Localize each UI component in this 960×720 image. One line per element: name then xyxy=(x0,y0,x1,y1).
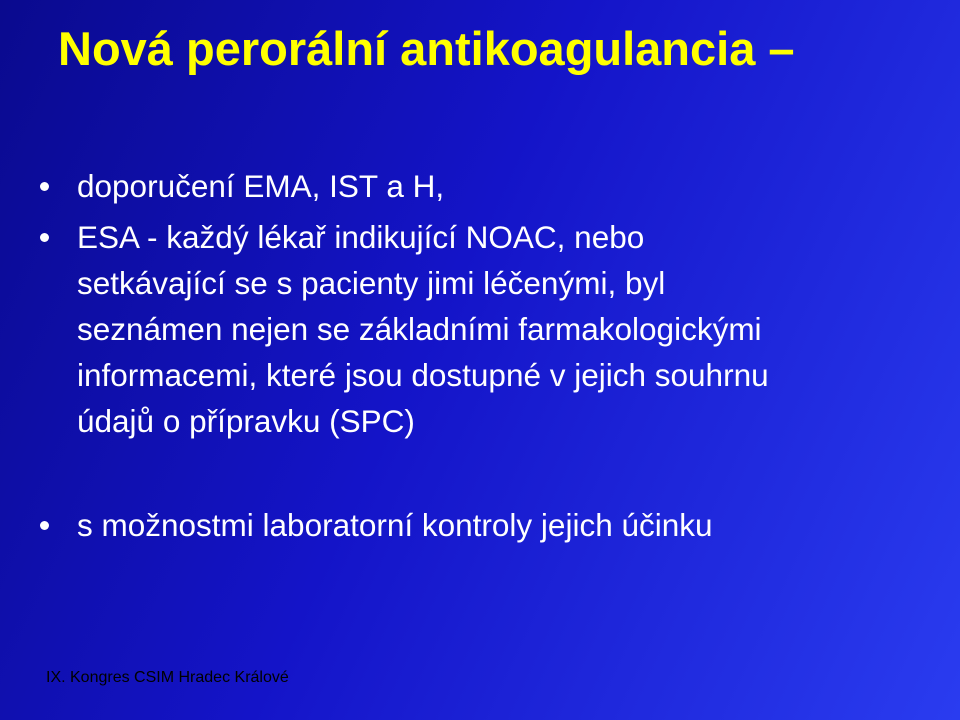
bullet-item-laboratory xyxy=(40,502,910,548)
bullet-item-esa xyxy=(40,214,910,444)
bullet-dot-icon xyxy=(40,182,49,191)
bullet-line: setkávající se s pacienty jimi léčenými, byl xyxy=(77,265,666,301)
bullet-dot-icon xyxy=(40,233,49,242)
bullet-line: údajů o přípravku (SPC) xyxy=(77,403,415,439)
slide-footer: IX. Kongres CSIM Hradec Králové xyxy=(46,669,289,686)
bullet-item-ema xyxy=(40,163,910,209)
bullet-line: ESA - každý lékař indikující NOAC, nebo xyxy=(77,219,645,255)
bullet-line: doporučení EMA, IST a H, xyxy=(77,168,445,204)
slide-title: Nová perorální antikoagulancia – xyxy=(58,22,795,75)
bullet-dot-icon xyxy=(40,521,49,530)
bullet-line: seznámen nejen se základními farmakologickými xyxy=(77,311,762,347)
bullet-line: s možnostmi laboratorní kontroly jejich účinku xyxy=(77,507,713,543)
bullet-line: informacemi, které jsou dostupné v jejich souhrnu xyxy=(77,357,769,393)
